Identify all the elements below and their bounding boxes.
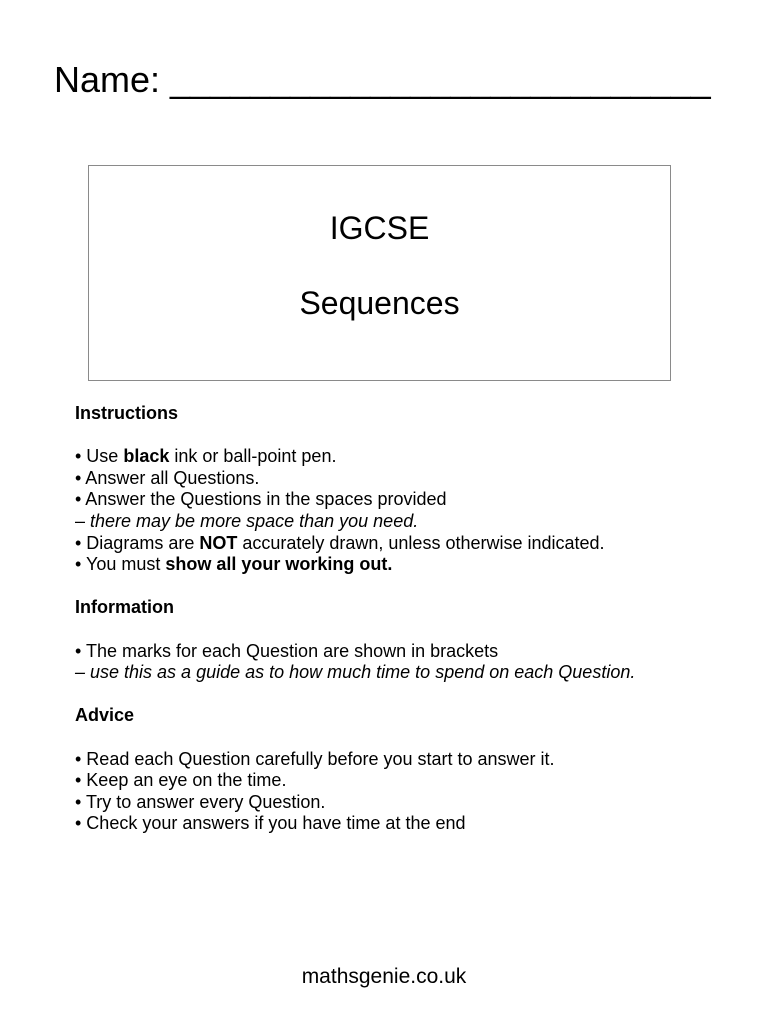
information-item-continued: – use this as a guide as to how much time to spend on each Question. [75,662,636,683]
instruction-item [75,533,755,555]
exam-title: IGCSE [329,210,430,246]
instruction-item-continued [75,511,755,533]
advice-heading: Advice [75,705,135,726]
instruction-item [75,446,755,468]
advice-item: • Check your answers if you have time at the end [75,813,466,834]
advice-item: • Read each Question carefully before you start to answer it. [75,748,555,769]
instruction-emphasis: show all your working out. [165,554,393,575]
instruction-note: there may be more space than you need. [90,510,419,531]
instructions-heading: Instructions [75,403,179,423]
instruction-item: • Answer the Questions in the spaces provided [75,489,447,510]
information-item: • The marks for each Question are shown in brackets [75,640,499,661]
advice-item: • Try to answer every Question. [75,791,326,812]
title-box [88,165,671,381]
name-field-label: Name: ___________________________ [54,59,711,100]
instruction-emphasis: NOT [199,532,238,553]
instruction-item: • Answer all Questions. [75,467,260,488]
instruction-text: ink or ball-point pen. [169,446,337,467]
instruction-text: accurately drawn, unless otherwise indicated. [237,532,605,553]
instruction-dash: – [75,510,91,531]
instruction-item [75,554,755,576]
instructions-content [75,403,755,835]
advice-item: • Keep an eye on the time. [75,770,287,791]
instruction-text: • Diagrams are [75,532,200,553]
instruction-text: • You must [75,554,166,575]
footer-site: mathsgenie.co.uk [301,965,467,988]
information-heading: Information [75,597,174,618]
topic-title: Sequences [299,285,460,321]
instruction-emphasis: black [123,446,170,467]
instruction-text: • Use [75,446,124,467]
